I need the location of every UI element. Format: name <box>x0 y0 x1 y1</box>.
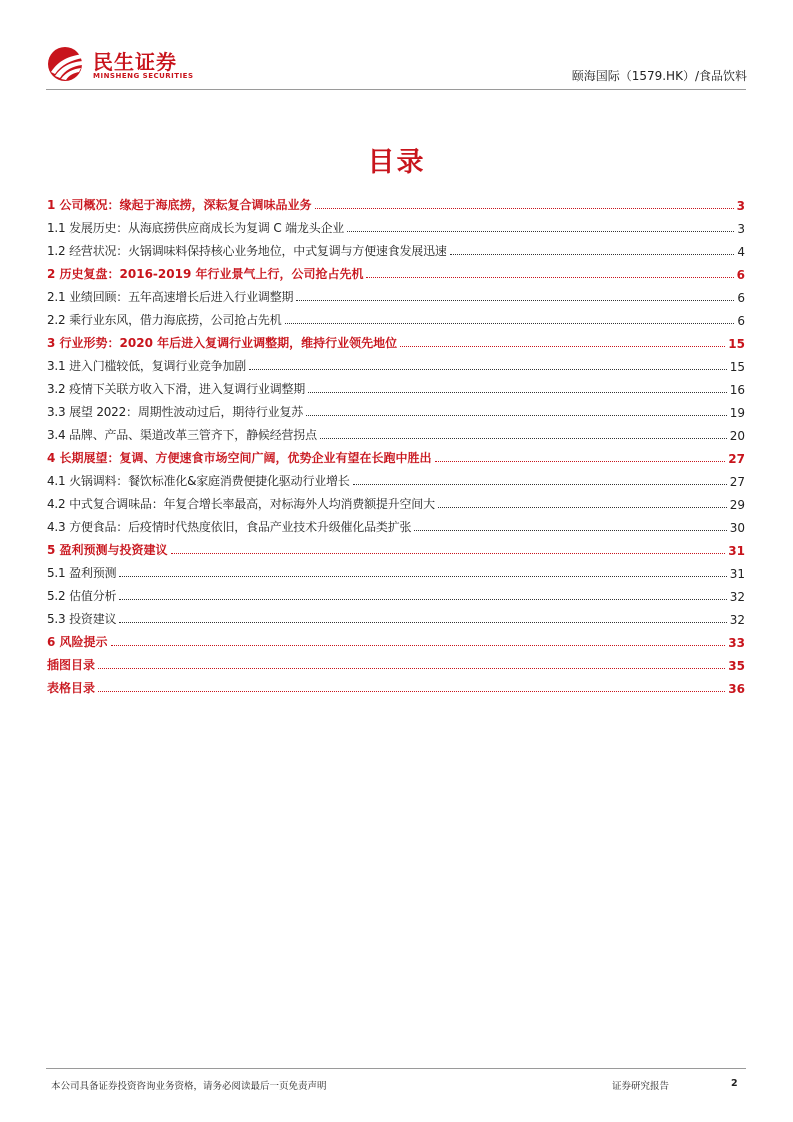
toc-title: 目录 <box>367 147 426 178</box>
toc-entry-label: 3.2 疫情下关联方收入下滑，进入复调行业调整期 <box>47 382 306 396</box>
toc-entry-section[interactable] <box>47 259 745 282</box>
toc-entry-subsection[interactable] <box>47 282 745 305</box>
toc-entry-label: 2.2 乘行业东风，借力海底捞，公司抢占先机 <box>47 313 282 327</box>
toc-entry-subsection[interactable] <box>47 420 745 443</box>
toc-dot-leader <box>296 300 734 301</box>
toc-entry-subsection[interactable] <box>47 305 745 328</box>
toc-entry-section[interactable] <box>47 443 745 466</box>
toc-entry-subsection[interactable] <box>47 466 745 489</box>
footer-divider <box>46 1068 746 1069</box>
toc-dot-leader <box>435 461 726 462</box>
toc-dot-leader <box>119 599 726 600</box>
toc-dot-leader <box>315 208 734 209</box>
toc-entry-section[interactable] <box>47 627 745 650</box>
toc-entry-subsection[interactable] <box>47 374 745 397</box>
toc-entry-subsection[interactable] <box>47 397 745 420</box>
toc-dot-leader <box>171 553 726 554</box>
toc-entry-page: 3 <box>736 199 745 213</box>
toc-entry-page: 31 <box>729 567 745 581</box>
toc-entry-subsection[interactable] <box>47 558 745 581</box>
toc-entry-label: 2 历史复盘：2016-2019 年行业景气上行，公司抢占先机 <box>47 267 364 281</box>
toc-entry-label: 表格目录 <box>47 681 96 695</box>
toc-entry-section[interactable] <box>47 673 745 696</box>
minsheng-logo-icon <box>47 46 87 82</box>
toc-entry-page: 29 <box>729 498 745 512</box>
toc-dot-leader <box>119 622 726 623</box>
table-of-contents <box>47 190 745 696</box>
toc-dot-leader <box>353 484 727 485</box>
toc-dot-leader <box>249 369 727 370</box>
toc-entry-page: 3 <box>737 222 745 236</box>
toc-entry-page: 6 <box>737 291 745 305</box>
toc-entry-label: 4 长期展望：复调、方便速食市场空间广阔，优势企业有望在长跑中胜出 <box>47 451 432 465</box>
report-subject-tag: 颐海国际（1579.HK）/食品饮料 <box>571 69 747 83</box>
toc-entry-section[interactable] <box>47 650 745 673</box>
toc-entry-label: 1.1 发展历史：从海底捞供应商成长为复调 C 端龙头企业 <box>47 221 345 235</box>
toc-dot-leader <box>320 438 727 439</box>
toc-entry-subsection[interactable] <box>47 512 745 535</box>
toc-entry-label: 2.1 业绩回顾：五年高速增长后进入行业调整期 <box>47 290 294 304</box>
toc-dot-leader <box>450 254 735 255</box>
toc-entry-page: 4 <box>737 245 745 259</box>
toc-entry-page: 31 <box>728 544 745 558</box>
toc-entry-label: 插图目录 <box>47 658 96 672</box>
toc-entry-label: 4.2 中式复合调味品：年复合增长率最高，对标海外人均消费额提升空间大 <box>47 497 435 511</box>
toc-entry-page: 36 <box>728 682 745 696</box>
toc-dot-leader <box>366 277 733 278</box>
toc-dot-leader <box>98 668 725 669</box>
toc-entry-label: 4.3 方便食品：后疫情时代热度依旧，食品产业技术升级催化品类扩张 <box>47 520 412 534</box>
toc-entry-page: 32 <box>729 590 745 604</box>
toc-entry-subsection[interactable] <box>47 351 745 374</box>
page-header <box>0 0 793 92</box>
toc-entry-label: 6 风险提示 <box>47 635 108 649</box>
toc-entry-page: 33 <box>728 636 745 650</box>
toc-entry-page: 20 <box>729 429 745 443</box>
toc-entry-label: 5 盈利预测与投资建议 <box>47 543 168 557</box>
toc-entry-subsection[interactable] <box>47 236 745 259</box>
logo-english-name: MINSHENG SECURITIES <box>93 72 194 80</box>
toc-dot-leader <box>414 530 726 531</box>
toc-entry-label: 5.2 估值分析 <box>47 589 117 603</box>
toc-entry-page: 16 <box>729 383 745 397</box>
toc-dot-leader <box>308 392 727 393</box>
footer-page-number: 2 <box>731 1078 738 1089</box>
toc-dot-leader <box>119 576 726 577</box>
footer-disclaimer: 本公司具备证券投资咨询业务资格，请务必阅读最后一页免责声明 <box>51 1081 327 1092</box>
toc-dot-leader <box>98 691 725 692</box>
toc-dot-leader <box>285 323 735 324</box>
toc-entry-page: 15 <box>728 337 745 351</box>
logo-chinese-name: 民生证券 <box>93 50 177 74</box>
toc-entry-page: 35 <box>728 659 745 673</box>
toc-entry-subsection[interactable] <box>47 213 745 236</box>
header-divider <box>46 89 746 90</box>
toc-dot-leader <box>306 415 727 416</box>
toc-entry-subsection[interactable] <box>47 604 745 627</box>
toc-entry-subsection[interactable] <box>47 489 745 512</box>
toc-entry-page: 27 <box>728 452 745 466</box>
toc-entry-label: 5.3 投资建议 <box>47 612 117 626</box>
toc-entry-label: 3.3 展望 2022：周期性波动过后，期待行业复苏 <box>47 405 304 419</box>
toc-entry-page: 6 <box>737 314 745 328</box>
footer-report-type: 证券研究报告 <box>612 1081 670 1092</box>
toc-entry-section[interactable] <box>47 535 745 558</box>
toc-entry-page: 30 <box>729 521 745 535</box>
toc-entry-label: 4.1 火锅调料：餐饮标准化&家庭消费便捷化驱动行业增长 <box>47 474 350 488</box>
toc-dot-leader <box>400 346 725 347</box>
toc-entry-page: 6 <box>736 268 745 282</box>
toc-dot-leader <box>111 645 726 646</box>
toc-dot-leader <box>347 231 734 232</box>
toc-entry-page: 32 <box>729 613 745 627</box>
toc-entry-page: 27 <box>729 475 745 489</box>
toc-entry-label: 1 公司概况：缘起于海底捞，深耘复合调味品业务 <box>47 198 312 212</box>
toc-entry-section[interactable] <box>47 328 745 351</box>
toc-entry-section[interactable] <box>47 190 745 213</box>
minsheng-logo <box>47 46 197 86</box>
toc-entry-label: 3 行业形势：2020 年后进入复调行业调整期，维持行业领先地位 <box>47 336 398 350</box>
toc-entry-subsection[interactable] <box>47 581 745 604</box>
toc-entry-label: 1.2 经营状况：火锅调味料保持核心业务地位，中式复调与方便速食发展迅速 <box>47 244 447 258</box>
toc-entry-page: 15 <box>729 360 745 374</box>
toc-entry-label: 5.1 盈利预测 <box>47 566 117 580</box>
toc-entry-page: 19 <box>729 406 745 420</box>
toc-entry-label: 3.1 进入门槛较低，复调行业竞争加剧 <box>47 359 247 373</box>
toc-entry-label: 3.4 品牌、产品、渠道改革三管齐下，静候经营拐点 <box>47 428 317 442</box>
toc-dot-leader <box>438 507 727 508</box>
